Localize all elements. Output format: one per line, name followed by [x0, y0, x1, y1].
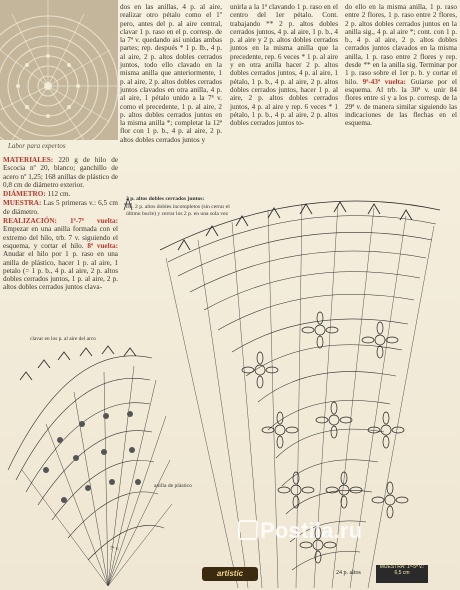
clavar-note: clavar en los p. al aire del arco — [30, 336, 96, 342]
materiales-text: 220 g de hilo de Escocia nº 20, blanco; ganchillo de acero nº 1,25; 168 anillas de plástico de 0,8 cm de diámetro exterior. — [3, 156, 119, 189]
legend-title: 2 p. altos dobles cerrados juntos: — [126, 196, 205, 202]
muestra-text: Las 5 primeras v.: 6,5 cm de diámetro. — [3, 199, 118, 216]
diametro-label: DIÁMETRO: — [3, 190, 46, 199]
legend-description: trb. 2 p. altos dobles incompletos (sin cerrar el último bucle) y cerrar los 2 p. en una sola vez — [126, 204, 230, 217]
text-column-1: dos en las anillas, 4 p. al aire, realizar otro pétalo como el 1º pero, antes del p. al aire central, clavar 1 p. raso en el p. corresp. de la 7ª v. quedando así unidas ambas partes; rep. después * 1 p. lb., 4 p. al aire, 2 p. altos dobles cerrados juntos, todo ello clavado en la misma anilla que anteriormente, 1 p. al aire, 2 p. altos dobles cerrados juntos clavados en otra anilla, 4 p. al aire, 1 pétalo unido a la 7ª v. como el precedente, 1 p. al aire, 2 p. altos dobles cerrados juntos en la misma anilla *; completar la 12ª flor con 1 p. b., 4 p. al aire, 2 p. altos dobles cerrados juntos y — [120, 3, 222, 144]
realizacion-heading: 1ª-7ª vuelta: — [69, 217, 118, 226]
stitch-legend — [126, 196, 236, 217]
round-7-note: 7ª v. — [110, 546, 120, 552]
muestra-label: MUESTRA: — [3, 199, 42, 208]
round-24-note: 24 p. altos — [336, 570, 361, 576]
diametro-text: 112 cm. — [47, 190, 71, 199]
brand-logo: artistic — [202, 567, 258, 581]
realizacion-label: REALIZACIÓN: — [3, 217, 57, 226]
muestra-box: MUESTRA: 1ª-5ª v.: 6,5 cm — [376, 565, 428, 583]
realizacion-text-2: Anudar el hilo por 1 p. raso en una anilla de plástico, hacer 1 p. al aire, 1 petalo (= 1 p. b., 4 p. al aire, 2 p. altos dobles cerrados juntos, 1 p. al aire, 2 p. altos dobles cerrados juntos clava- — [3, 250, 118, 292]
col3-body: do ello en la misma anilla, 1 p. raso entre 2 flores, 1 p. raso entre 2 flores, 2 p. altos dobles cerrados juntos en la anilla sig., 4 p. al aire *; cont. con 1 p. b., 4 p. al aire, 2 p. altos dobles cerrados juntos clavados en la misma anilla, 1 p. raso entre 2 flores y rep. desde ** en la anilla sig. Terminar por 1 p. raso sobre el 1er p. b. y cortar el hilo. — [345, 3, 457, 86]
watermark — [238, 518, 362, 544]
watermark-text: Postila.ru — [260, 518, 363, 543]
center-wedge-diagram — [8, 346, 172, 586]
col3-tail: Guiarse por el esquema. Al trb. la 30ª v. unir 84 flores entre sí y a los p. corresp. de la 29ª v. de manera similar siguiendo las indicaciones de las flechas en el esquema. — [345, 77, 458, 128]
realizacion-heading-2: 8ª vuelta: — [87, 241, 119, 250]
plastic-ring-note: anilla de plástico — [154, 483, 192, 489]
photo-caption: Labor para expertos — [8, 142, 66, 150]
realizacion-text: Empezar en una anilla formada con el extremo del hilo, trb. 7 v. siguiendo el esquema, y cortar el hilo. — [3, 225, 118, 250]
watermark-icon — [238, 520, 258, 540]
text-column-2: unirla a la 1ª clavando 1 p. raso en el centro del 1er pétalo. Cont. trabajando ** 2 p. altos dobles cerrados juntos, 4 p. al aire, 1 p. b., 4 p. al aire y 2 p. altos dobles cerrados juntos en la misma anilla que la precedente, rep. 6 veces * 1 p. al aire y en otra anilla hacer 2 p. altos dobles cerrados juntos, 4 p. al aire, 1 pétalo, 1 p. b., 4 p. al aire, 2 p. altos dobles cerrados juntos, hacer 1 p. al aire, 2 p. altos dobles cerrados juntos, 4 p. al aire y rep. 6 veces * 1 pétalo, 1 p. b., 4 p. al aire, 2 p. altos dobles cerrados juntos to- — [230, 3, 338, 128]
col3-heading: 9ª-43ª vuelta: — [362, 77, 406, 86]
materiales-label: MATERIALES: — [3, 156, 54, 164]
